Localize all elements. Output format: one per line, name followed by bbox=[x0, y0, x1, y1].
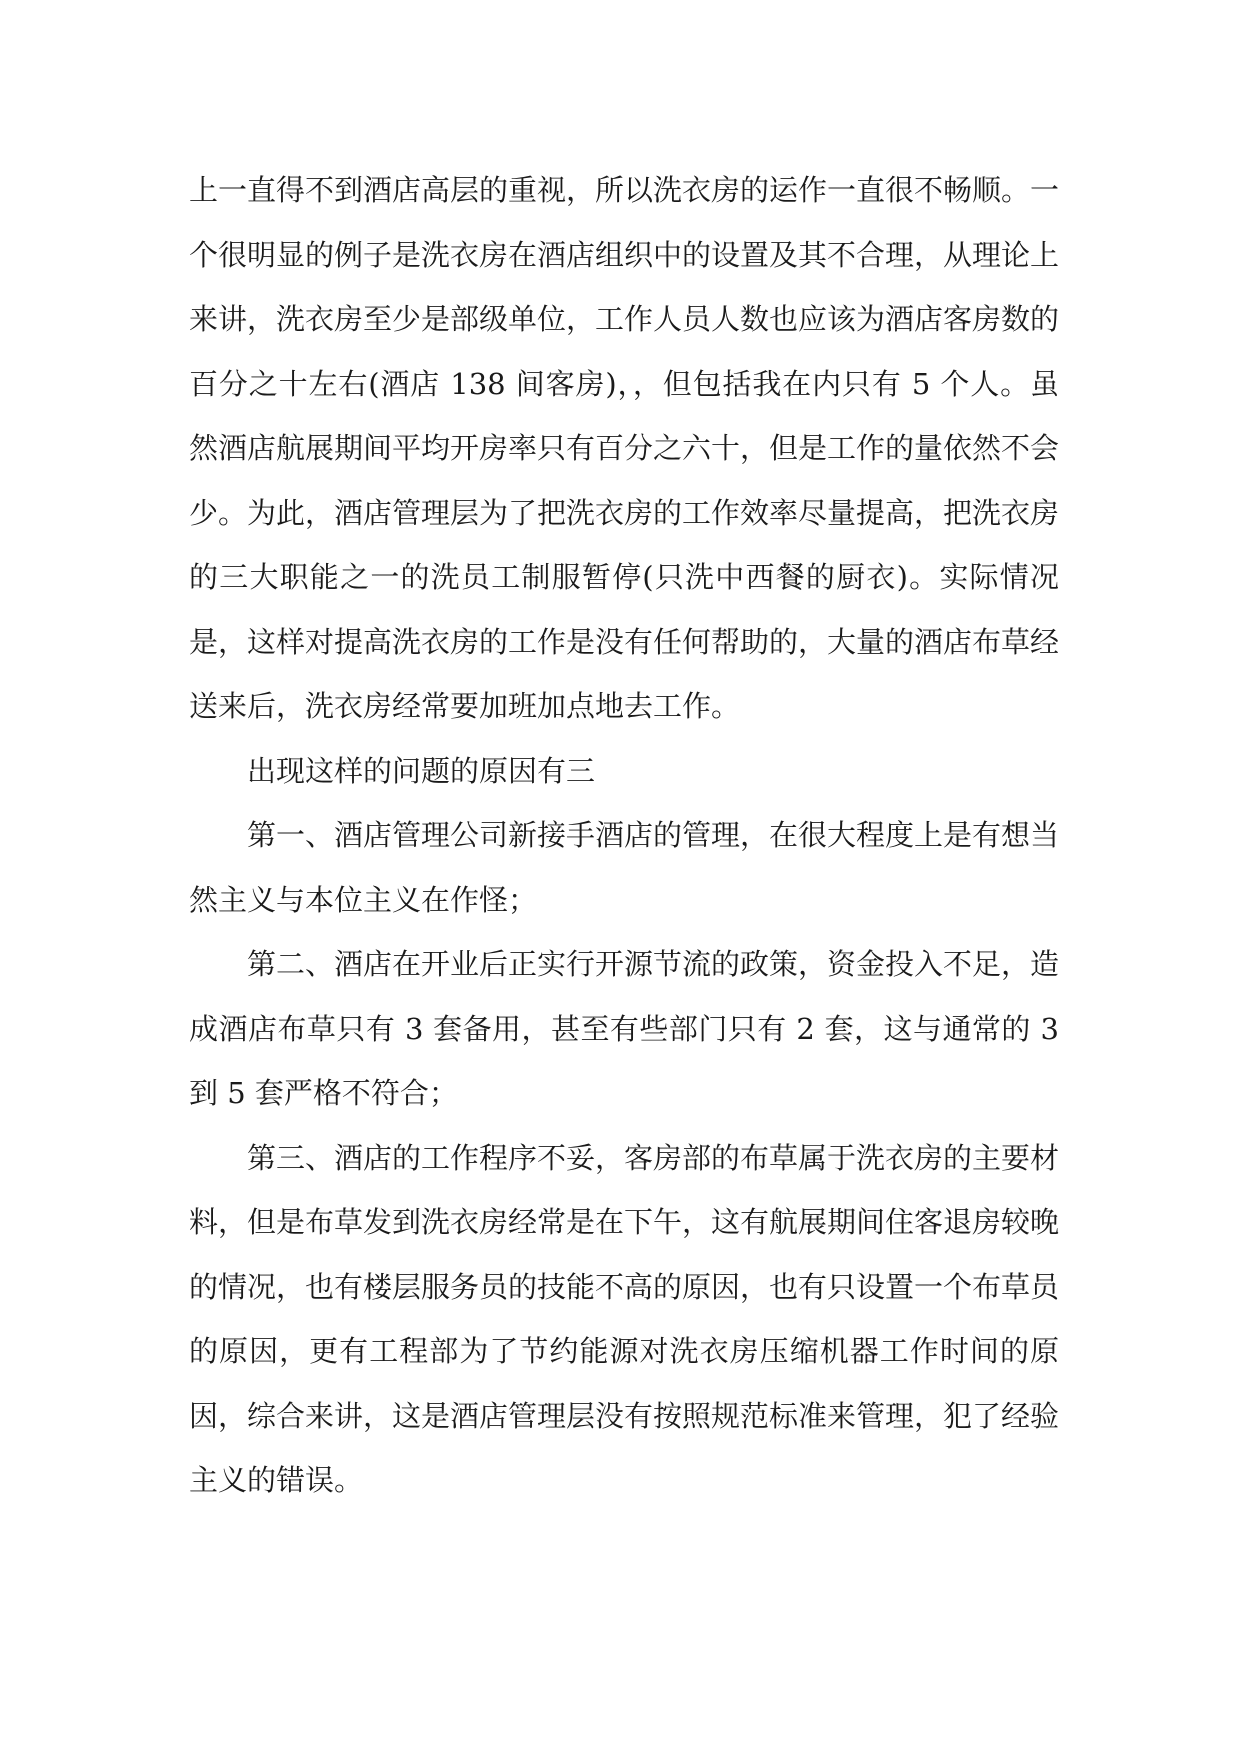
paragraph-continuation: 上一直得不到酒店高层的重视，所以洗衣房的运作一直很不畅顺。一个很明显的例子是洗衣房在酒店组织中的设置及其不合理，从理论上来讲，洗衣房至少是部级单位，工作人员人数也应该为酒店客房数的百分之十左右(酒店 138 间客房)，，但包括我在内只有 5 个人。虽然酒店航展期间平均开房率只有百分之六十，但是工作的量依然不会少。为此，酒店管理层为了把洗衣房的工作效率尽量提高，把洗衣房的三大职能之一的洗员工制服暂停(只洗中西餐的厨衣)。实际情况是，这样对提高洗衣房的工作是没有任何帮助的，大量的酒店布草经送来后，洗衣房经常要加班加点地去工作。 bbox=[189, 173, 1060, 723]
paragraph-cause-three: 第三、酒店的工作程序不妥，客房部的布草属于洗衣房的主要材料，但是布草发到洗衣房经常是在下午，这有航展期间住客退房较晚的情况，也有楼层服务员的技能不高的原因，也有只设置一个布草员的原因，更有工程部为了节约能源对洗衣房压缩机器工作时间的原因，综合来讲，这是酒店管理层没有按照规范标准来管理，犯了经验主义的错误。 bbox=[189, 1140, 1060, 1497]
paragraph-cause-two: 第二、酒店在开业后正实行开源节流的政策，资金投入不足，造成酒店布草只有 3 套备用，甚至有些部门只有 2 套，这与通常的 3 到 5 套严格不符合； bbox=[189, 947, 1060, 1110]
paragraph-cause-one: 第一、酒店管理公司新接手酒店的管理，在很大程度上是有想当然主义与本位主义在作怪； bbox=[189, 818, 1060, 917]
document-body bbox=[189, 158, 1059, 1513]
paragraph-causes-intro: 出现这样的问题的原因有三 bbox=[247, 753, 596, 788]
